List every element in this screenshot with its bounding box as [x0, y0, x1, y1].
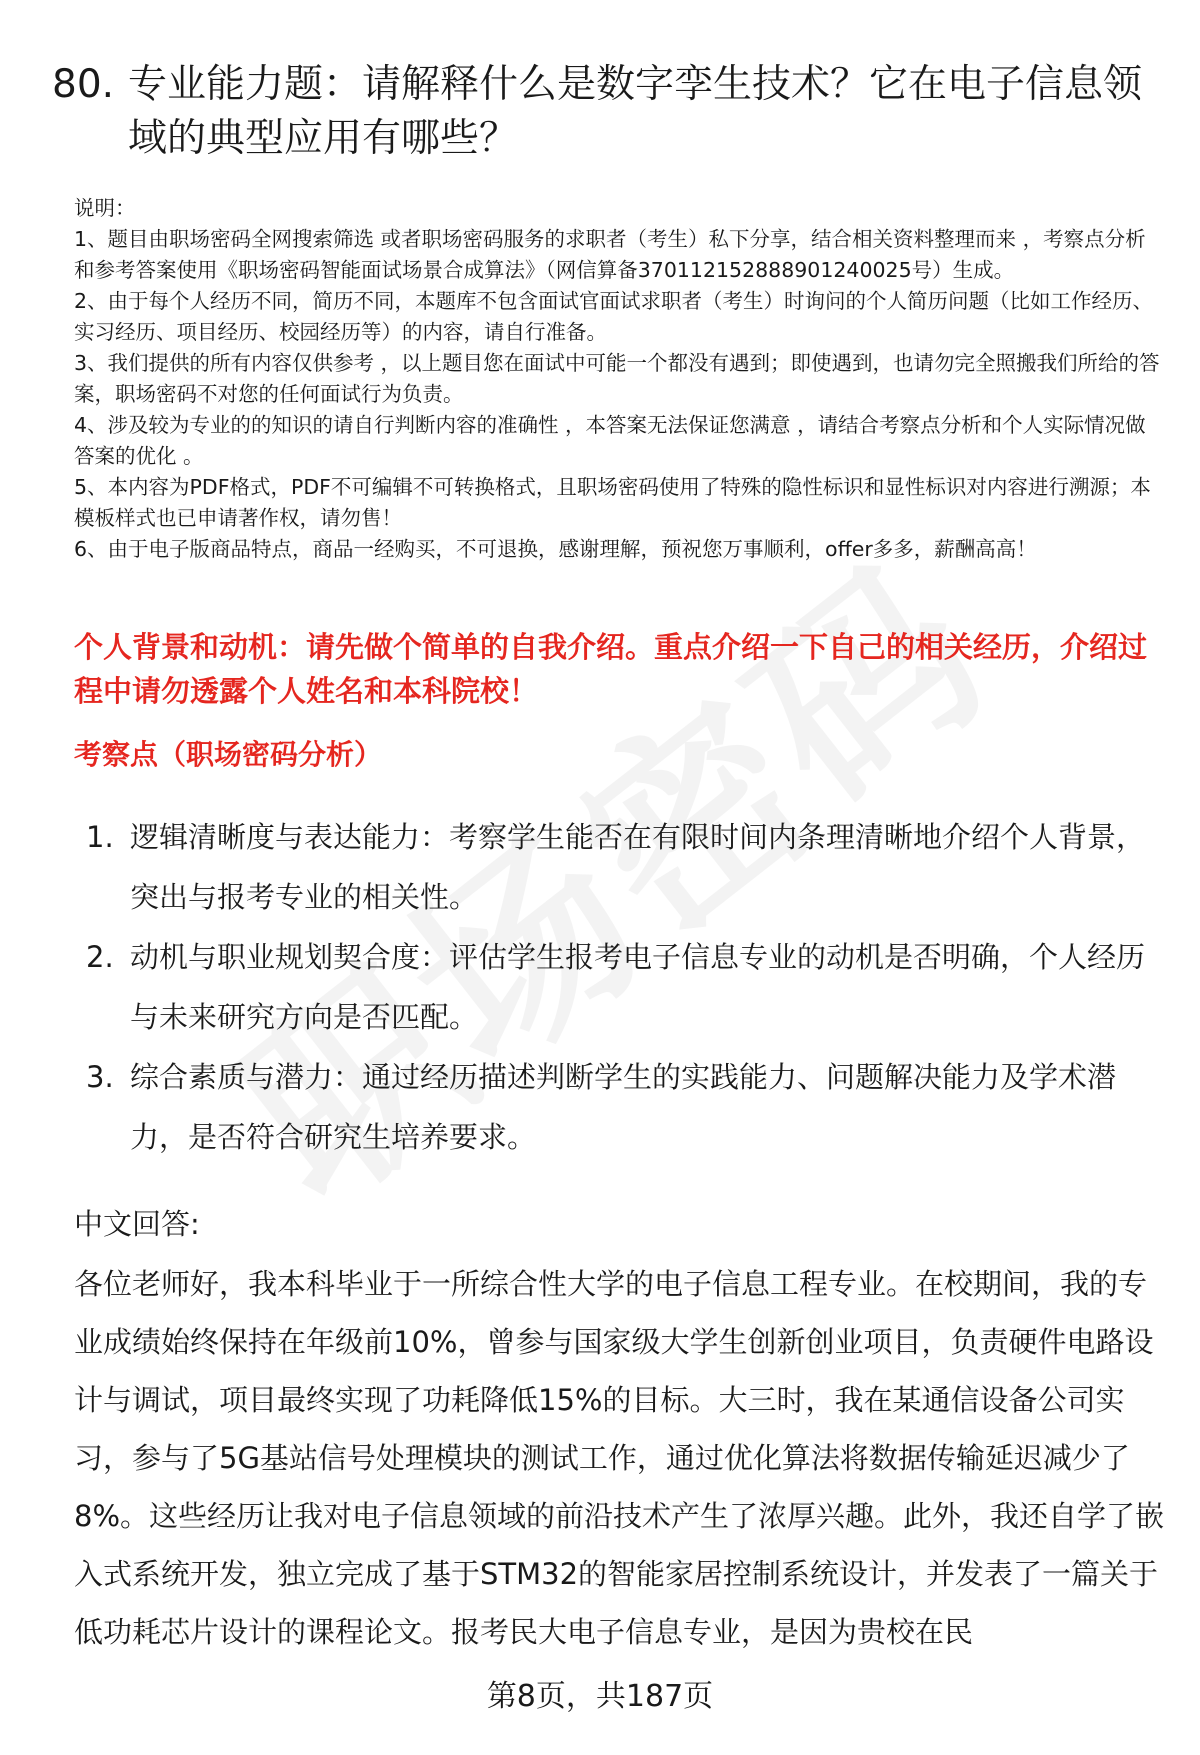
analysis-point: [80, 807, 1160, 927]
answer-label: 中文回答:: [74, 1207, 200, 1241]
note-item: 2、由于每个人经历不同，简历不同，本题库不包含面试官面试求职者（考生）时询问的个人简历问题（比如工作经历、实习经历、项目经历、校园经历等）的内容，请自行准备。: [74, 289, 1154, 344]
answer-body: 各位老师好，我本科毕业于一所综合性大学的电子信息工程专业。在校期间，我的专业成绩始终保持在年级前10%，曾参与国家级大学生创新创业项目，负责硬件电路设计与调试，项目最终实现了功耗降低15%的目标。大三时，我在某通信设备公司实习，参与了5G基站信号处理模块的测试工作，通过优化算法将数据传输延迟减少了8%。这些经历让我对电子信息领域的前沿技术产生了浓厚兴趣。此外，我还自学了嵌入式系统开发，独立完成了基于STM32的智能家居控制系统设计，并发表了一篇关于低功耗芯片设计的课程论文。报考民大电子信息专业，是因为贵校在民: [74, 1267, 1165, 1649]
question-number: 80.: [52, 62, 115, 107]
analysis-points-list: [80, 807, 1160, 1167]
notes-heading: 说明：: [74, 196, 136, 220]
question-text: 专业能力题：请解释什么是数字孪生技术？它在电子信息领域的典型应用有哪些？: [128, 62, 1143, 161]
point-number: 2.: [86, 940, 114, 974]
note-item: 1、题目由职场密码全网搜索筛选 或者职场密码服务的求职者（考生）私下分享，结合相关资料整理而来 ，考察点分析和参考答案使用《职场密码智能面试场景合成算法》（网信算备370112152888901240025号）生成。: [74, 227, 1146, 282]
point-text: 综合素质与潜力：通过经历描述判断学生的实践能力、问题解决能力及学术潜力，是否符合研究生培养要求。: [130, 1060, 1117, 1154]
note-item: 5、本内容为PDF格式，PDF不可编辑不可转换格式，且职场密码使用了特殊的隐性标识和显性标识对内容进行溯源；本模板样式也已申请著作权，请勿售！: [74, 475, 1151, 530]
note-item: 3、我们提供的所有内容仅供参考 ，以上题目您在面试中可能一个都没有遇到；即使遇到，也请勿完全照搬我们所给的答案，职场密码不对您的任何面试行为负责。: [74, 351, 1160, 406]
point-number: 1.: [86, 820, 114, 854]
note-item: 6、由于电子版商品特点，商品一经购买，不可退换，感谢理解，预祝您万事顺利，offer多多，薪酬高高！: [74, 537, 1037, 561]
analysis-point: [80, 927, 1160, 1047]
notes-section: [74, 193, 1164, 565]
point-text: 动机与职业规划契合度：评估学生报考电子信息专业的动机是否明确，个人经历与未来研究方向是否匹配。: [130, 940, 1146, 1034]
analysis-point: [80, 1047, 1160, 1167]
note-item: 4、涉及较为专业的的知识的请自行判断内容的准确性 ，本答案无法保证您满意 ，请结合考察点分析和个人实际情况做答案的优化 。: [74, 413, 1146, 468]
background-heading: 个人背景和动机：请先做个简单的自我介绍。重点介绍一下自己的相关经历，介绍过程中请勿透露个人姓名和本科院校！: [74, 630, 1148, 708]
question-title: [52, 58, 1162, 166]
point-number: 3.: [86, 1060, 114, 1094]
page-footer: 第8页，共187页: [486, 1679, 714, 1714]
point-text: 逻辑清晰度与表达能力：考察学生能否在有限时间内条理清晰地介绍个人背景，突出与报考专业的相关性。: [130, 820, 1146, 914]
analysis-heading: 考察点（职场密码分析）: [74, 738, 383, 771]
